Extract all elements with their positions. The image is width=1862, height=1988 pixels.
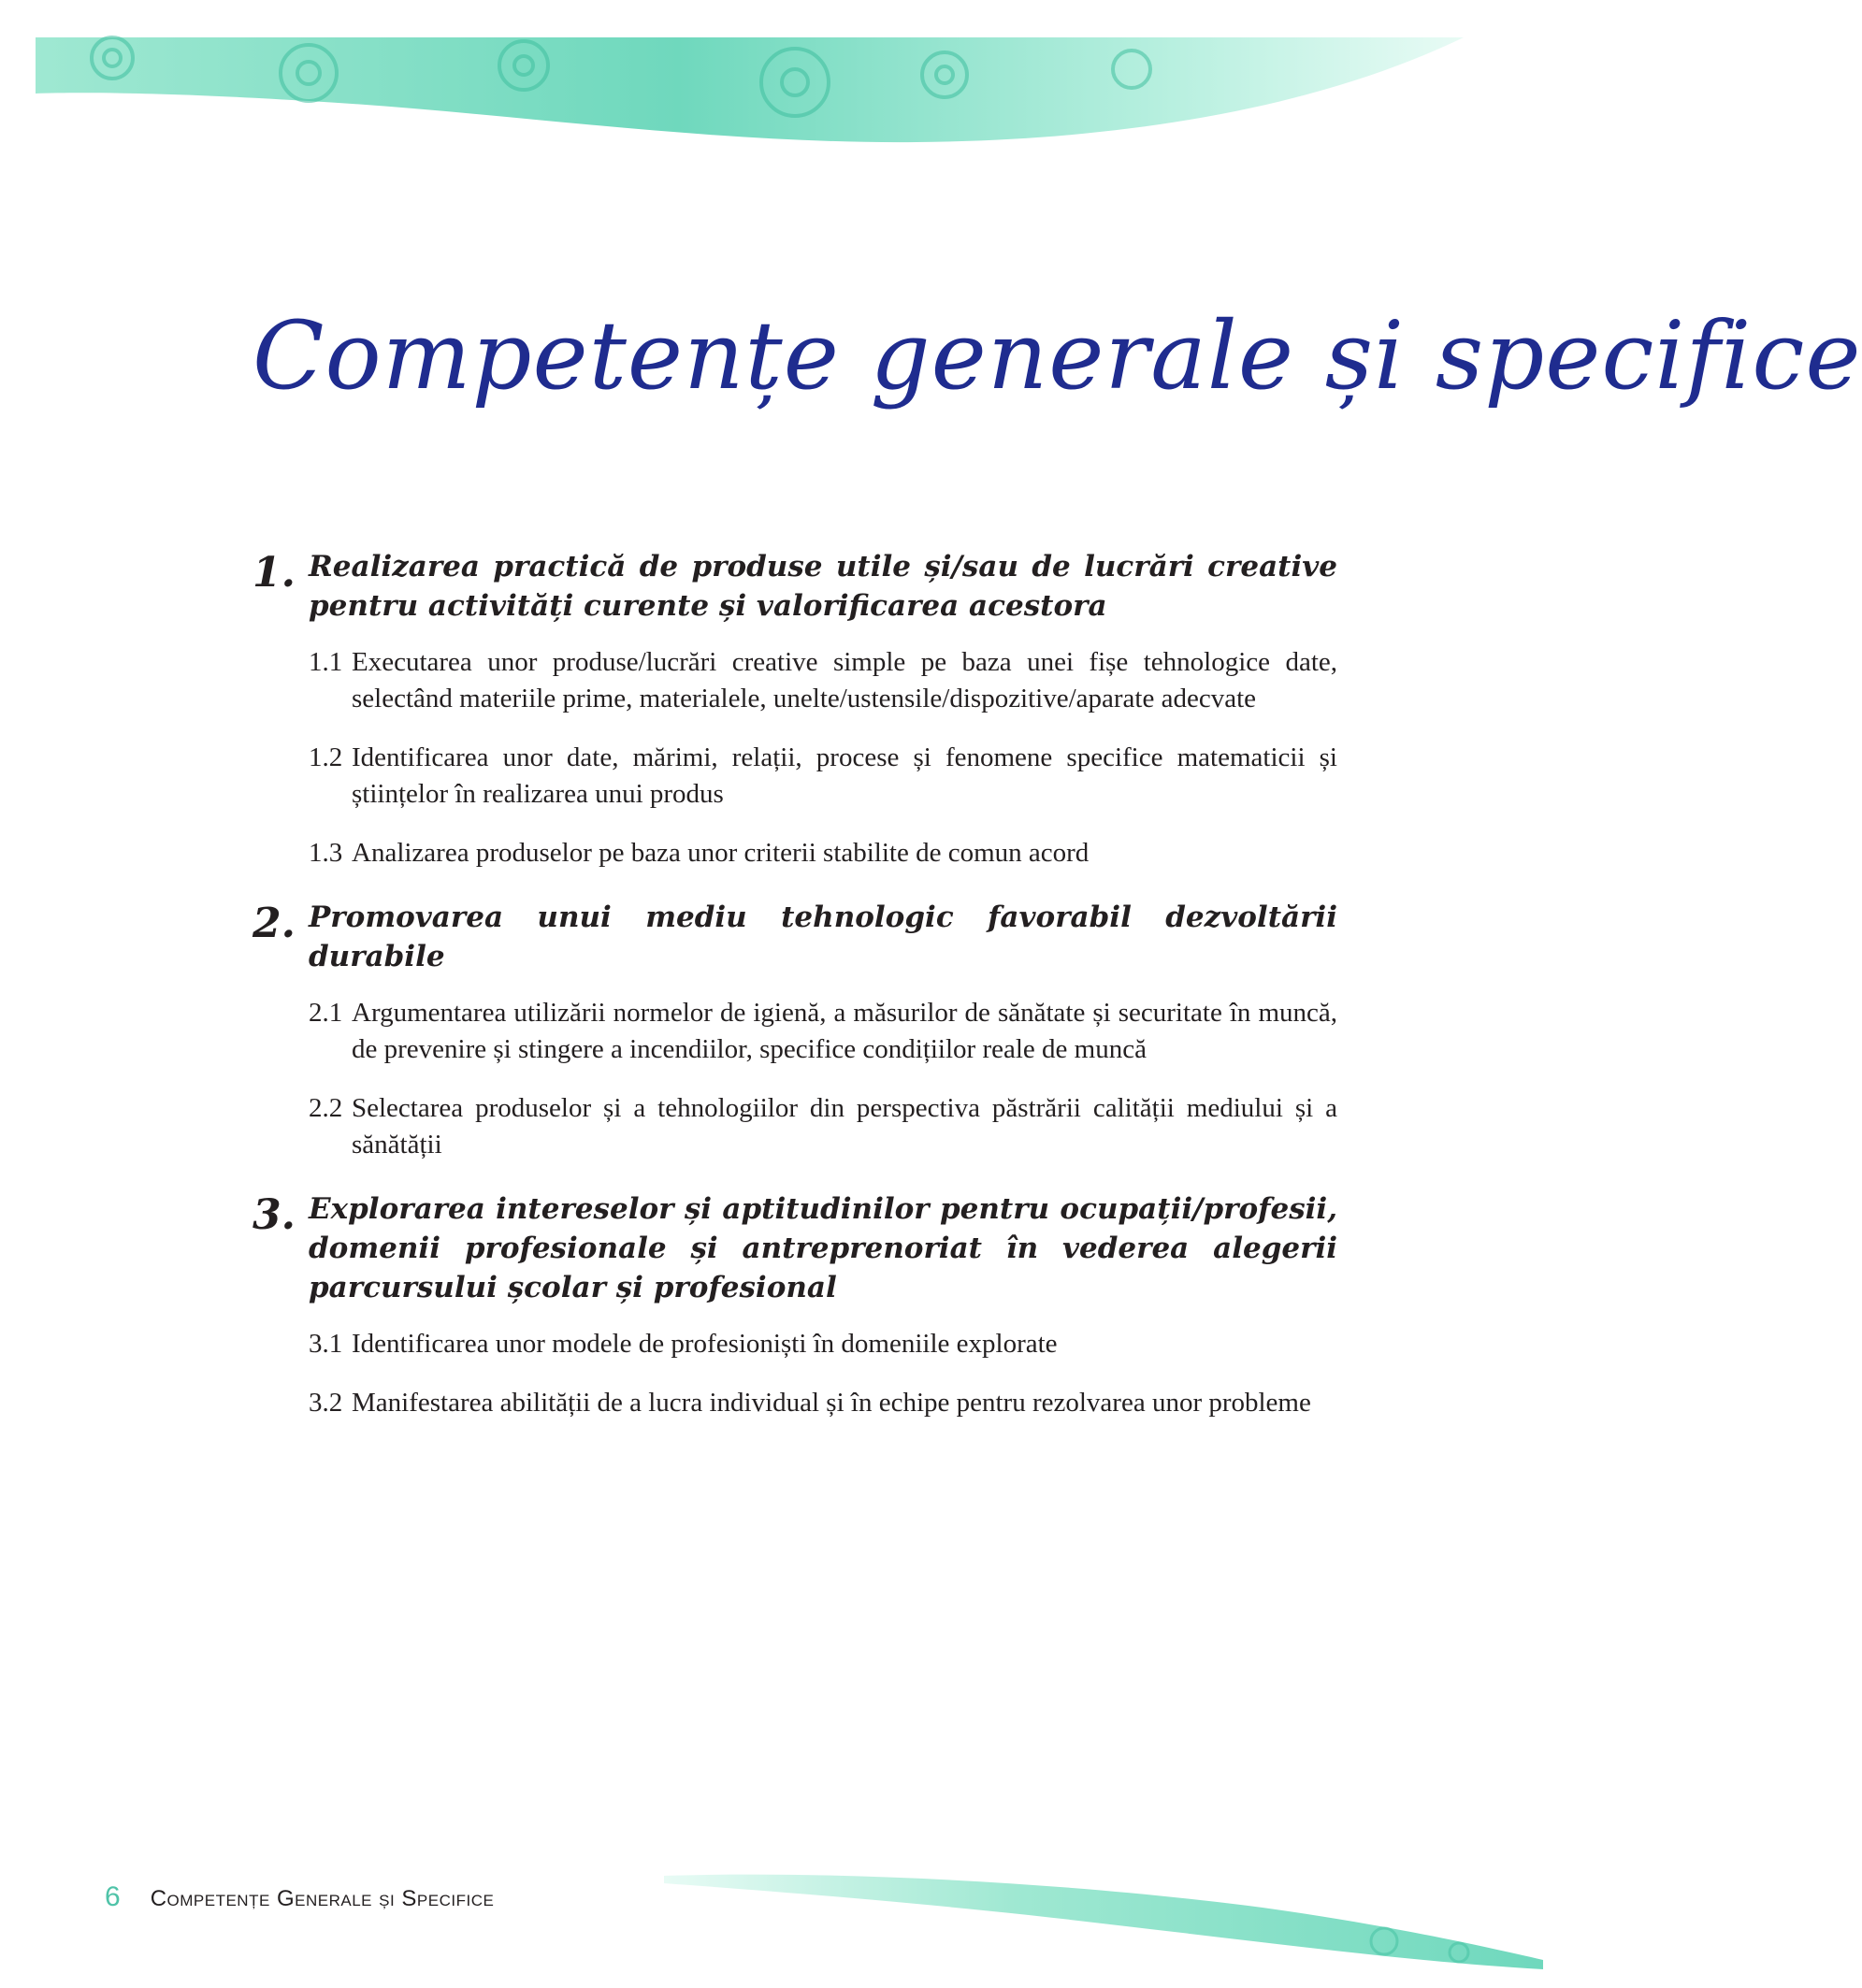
page-title: Competențe generale și specifice [253,301,1862,411]
specific-competence-text: Analizarea produselor pe baza unor criterii stabilite de comun acord [352,838,1090,868]
specific-competence-item [309,644,1337,717]
specific-competences-list [309,644,1337,872]
competence-number: 2. [253,900,296,947]
competence-3 [253,1189,1337,1421]
page-number: 6 [105,1881,121,1912]
specific-competences-list [309,1326,1337,1421]
specific-competence-number: 2.1 [309,998,343,1028]
specific-competence-item [309,1385,1337,1421]
top-banner-wave [36,37,1464,142]
specific-competence-item [309,740,1337,813]
specific-competence-item [309,1090,1337,1163]
specific-competence-text: Argumentarea utilizării normelor de igienă, a măsurilor de sănătate și securitate în muncă, de prevenire și stingere a incendiilor, specifice condițiilor reale de muncă [352,998,1337,1064]
specific-competence-item [309,995,1337,1068]
specific-competence-text: Manifestarea abilității de a lucra individual și în echipe pentru rezolvarea unor probleme [352,1388,1311,1418]
specific-competence-text: Identificarea unor modele de profesioniști în domeniile explorate [352,1329,1058,1359]
specific-competence-item [309,1326,1337,1362]
specific-competence-number: 1.2 [309,742,343,772]
specific-competence-number: 3.2 [309,1388,343,1418]
page-footer [105,1881,494,1913]
specific-competence-number: 3.1 [309,1329,343,1359]
top-gears-banner [0,0,1583,168]
competence-1 [253,547,1337,872]
running-title: Competențe Generale și Specifice [150,1886,495,1911]
specific-competence-number: 2.2 [309,1093,343,1123]
specific-competence-text: Selectarea produselor și a tehnologiilor din perspectiva păstrării calității mediului și a sănătății [352,1093,1337,1160]
specific-competences-list [309,995,1337,1163]
bottom-banner-wave [664,1875,1543,1969]
specific-competence-text: Identificarea unor date, mărimi, relații, procese și fenomene specifice matematicii și științelor în realizarea unui produs [352,742,1337,809]
competences-list [253,547,1337,1448]
specific-competence-number: 1.1 [309,647,343,677]
competence-title: Promovarea unui mediu tehnologic favorabil dezvoltării durabile [309,900,1337,973]
competence-title: Explorarea intereselor și aptitudinilor pentru ocupații/profesii, domenii profesionale și antreprenoriat în vederea alegerii parcursului școlar și profesional [309,1192,1337,1304]
competence-number: 3. [253,1191,296,1239]
specific-competence-number: 1.3 [309,838,343,868]
bottom-gears-banner [0,1842,1583,1988]
competence-title: Realizarea practică de produse utile și/sau de lucrări creative pentru activități curente și valorificarea acestora [309,550,1337,623]
competence-number: 1. [253,549,296,597]
competence-2 [253,898,1337,1163]
specific-competence-text: Executarea unor produse/lucrări creative simple pe baza unei fișe tehnologice date, selectând materiile prime, materialele, unelte/ustensile/dispozitive/aparate adecvate [352,647,1337,713]
specific-competence-item [309,835,1337,872]
